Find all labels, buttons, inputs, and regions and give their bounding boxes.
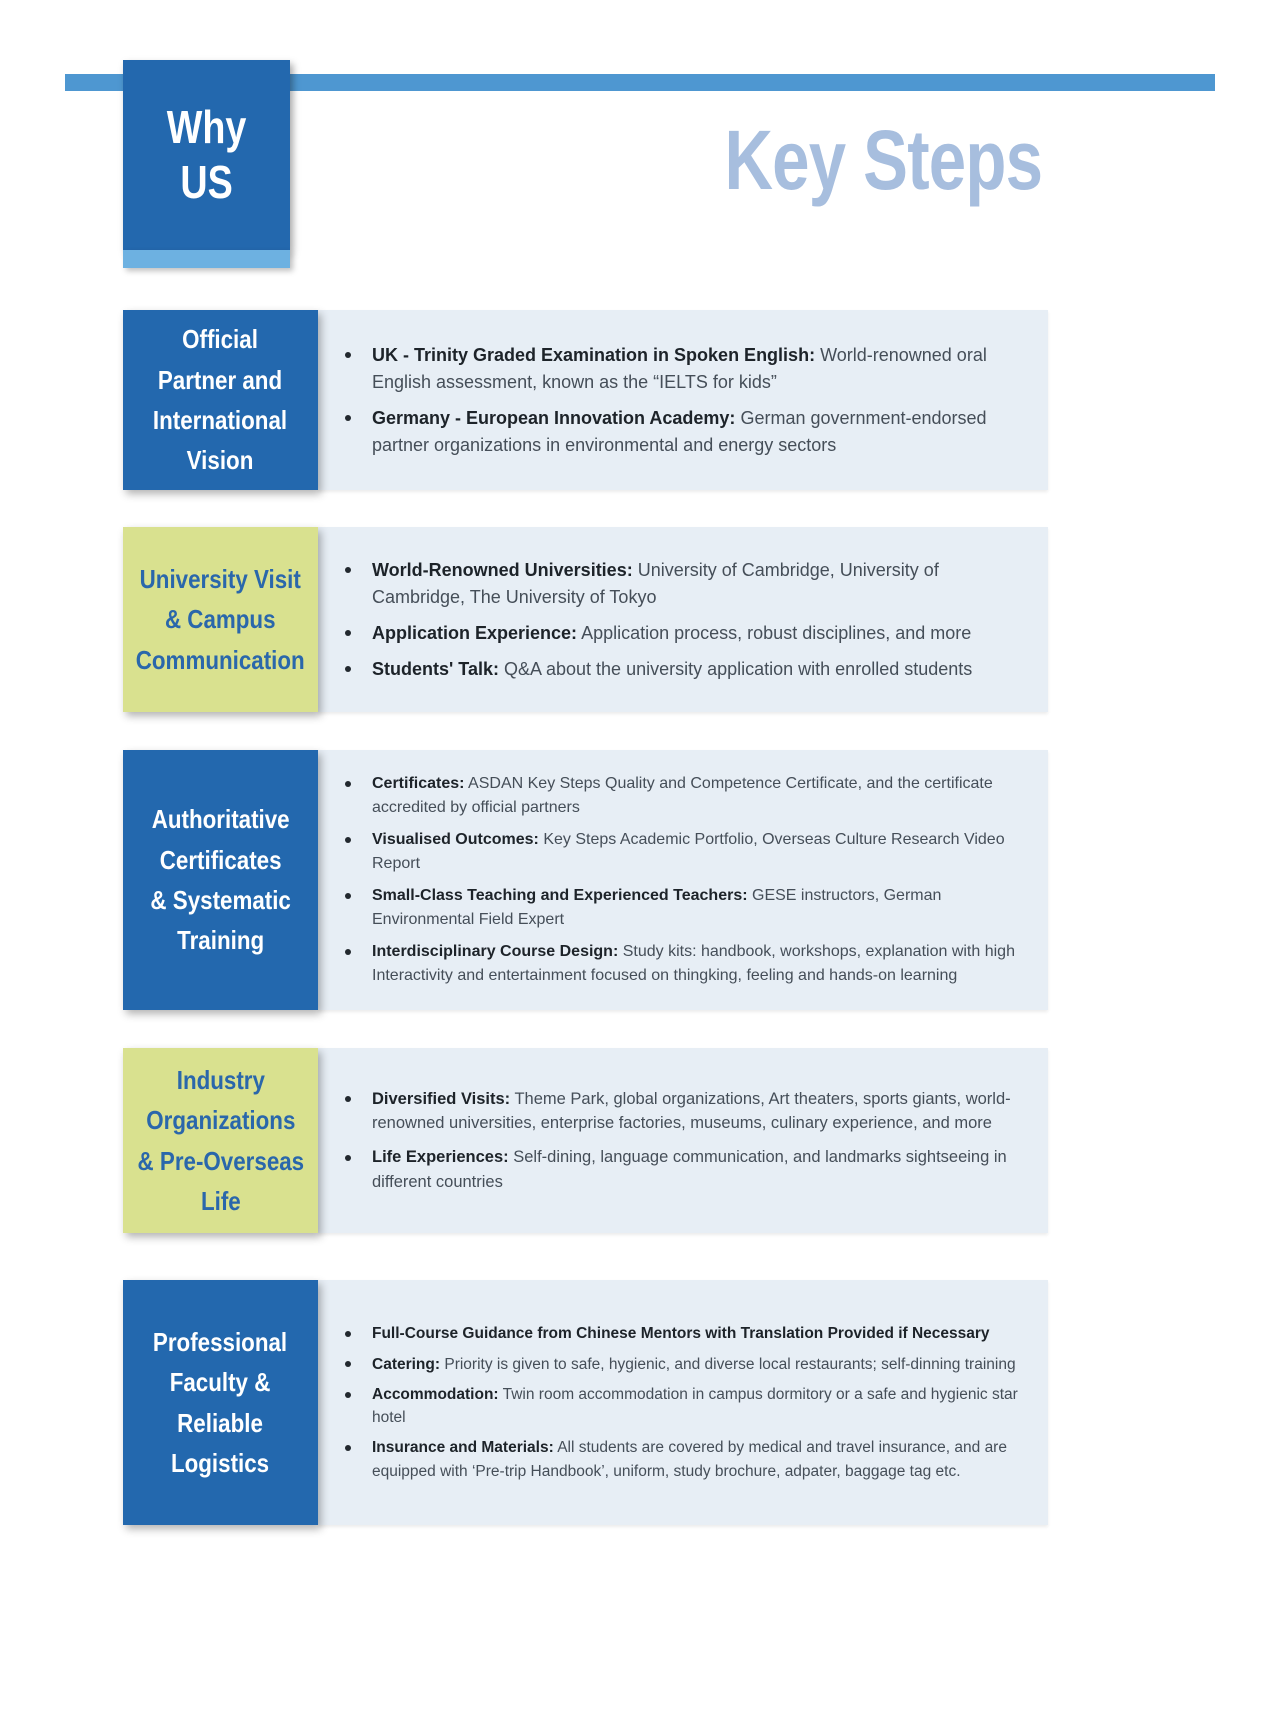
label-line: & Pre-Overseas xyxy=(137,1145,304,1176)
page-title: Key Steps xyxy=(724,113,1042,207)
bullet-desc: Priority is given to safe, hygienic, and diverse local restaurants; self-dinning training xyxy=(444,1355,1016,1373)
why-us-line-1: Why xyxy=(166,100,247,153)
label-line: International xyxy=(153,405,288,435)
section-label-official-partner xyxy=(123,310,318,490)
bullet-desc: Self-dining, language communication, and landmarks sightseeing in different countries xyxy=(372,1148,1007,1191)
label-line: Faculty & xyxy=(170,1367,271,1398)
bullet-lead: Insurance and Materials: xyxy=(372,1439,554,1457)
label-line: University Visit xyxy=(139,564,302,595)
bullet-lead: Students' Talk: xyxy=(372,658,499,679)
label-line: Partner and xyxy=(158,364,283,395)
label-line: Authoritative xyxy=(151,804,290,835)
bullet-desc: German government-endorsed partner organizations in environmental and energy sectors xyxy=(372,407,987,455)
bullet-item xyxy=(318,405,1026,459)
section-panel-industry-organizations xyxy=(318,1048,1048,1233)
bullet-lead: World-Renowned Universities: xyxy=(372,559,633,580)
bullet-lead: UK - Trinity Graded Examination in Spoken English: xyxy=(372,344,816,365)
bullet-list xyxy=(318,548,1026,692)
bullet-item xyxy=(318,1145,1026,1195)
section-authoritative-certificates xyxy=(123,750,1048,1010)
section-panel-university-visit xyxy=(318,527,1048,712)
label-line: Reliable xyxy=(177,1407,264,1438)
bullet-item xyxy=(318,828,1026,876)
bullet-item xyxy=(318,557,1026,611)
bullet-lead: Application Experience: xyxy=(372,622,578,643)
bullet-desc: University of Cambridge, University of Cambridge, The University of Tokyo xyxy=(372,559,939,607)
sections-container xyxy=(123,310,1048,1525)
section-panel-authoritative-certificates xyxy=(318,750,1048,1010)
bullet-list xyxy=(318,764,1026,996)
label-line: Communication xyxy=(136,644,305,675)
bullet-item xyxy=(318,342,1026,396)
bullet-desc: Key Steps Academic Portfolio, Overseas Culture Research Video Report xyxy=(372,831,1005,872)
section-label-professional-faculty xyxy=(123,1280,318,1525)
bullet-desc: Theme Park, global organizations, Art theaters, sports giants, world-renowned universities, enterprise factories, museums, culinary experience, and more xyxy=(372,1089,1011,1133)
bullet-item xyxy=(318,940,1026,988)
section-panel-professional-faculty xyxy=(318,1280,1048,1525)
bullet-lead: Interdisciplinary Course Design: xyxy=(372,943,619,960)
bullet-desc: Q&A about the university application with enrolled students xyxy=(503,658,973,679)
bullet-lead: Accommodation: xyxy=(372,1385,499,1403)
section-university-visit xyxy=(123,527,1048,712)
bullet-item xyxy=(318,884,1026,932)
section-label-university-visit xyxy=(123,527,318,712)
bullet-item xyxy=(318,772,1026,820)
label-line: & Systematic xyxy=(150,885,291,915)
label-line: & Campus xyxy=(165,604,276,635)
section-panel-official-partner xyxy=(318,310,1048,490)
bullet-item xyxy=(318,1436,1026,1483)
section-label-text xyxy=(153,319,287,480)
bullet-lead: Life Experiences: xyxy=(372,1148,509,1166)
bullet-desc: Twin room accommodation in campus dormitory or a safe and hygienic star hotel xyxy=(372,1385,1018,1426)
section-professional-faculty xyxy=(123,1280,1048,1525)
bullet-item xyxy=(318,656,1026,683)
why-us-ribbon xyxy=(123,60,290,250)
section-industry-organizations xyxy=(123,1048,1048,1233)
section-label-text xyxy=(150,799,290,960)
bullet-list xyxy=(318,333,1026,468)
bullet-item xyxy=(318,1353,1026,1376)
bullet-item xyxy=(318,620,1026,647)
bullet-item xyxy=(318,1322,1026,1345)
bullet-lead: Small-Class Teaching and Experienced Teachers: xyxy=(372,887,748,904)
bullet-desc: Study kits: handbook, workshops, explanation with high Interactivity and entertainment focused on thingking, feeling and hands-on learning xyxy=(372,943,1015,984)
label-line: Official xyxy=(182,324,259,355)
ribbon-accent-strip xyxy=(123,250,290,268)
bullet-lead: Germany - European Innovation Academy: xyxy=(372,407,736,428)
why-us-title xyxy=(167,100,247,210)
label-line: Industry xyxy=(176,1064,265,1095)
bullet-lead: Diversified Visits: xyxy=(372,1089,511,1108)
bullet-item xyxy=(318,1383,1026,1430)
section-label-text xyxy=(153,1322,287,1483)
bullet-desc: Application process, robust disciplines, and more xyxy=(581,622,972,643)
bullet-lead: Full-Course Guidance from Chinese Mentors with Translation Provided if Necessary xyxy=(372,1325,990,1343)
bullet-lead: Catering: xyxy=(372,1355,441,1373)
bullet-list xyxy=(318,1315,1026,1490)
label-line: Training xyxy=(177,925,264,956)
bullet-desc: GESE instructors, German Environmental Field Expert xyxy=(372,887,942,928)
section-label-industry-organizations xyxy=(123,1048,318,1233)
bullet-item xyxy=(318,1087,1026,1137)
section-label-authoritative-certificates xyxy=(123,750,318,1010)
label-line: Logistics xyxy=(171,1447,270,1478)
why-us-line-2: US xyxy=(180,156,233,208)
section-label-text xyxy=(137,1060,304,1221)
bullet-list xyxy=(318,1078,1026,1204)
bullet-desc: ASDAN Key Steps Quality and Competence Certificate, and the certificate accredited by official partners xyxy=(372,775,993,816)
section-label-text xyxy=(136,559,305,680)
bullet-desc: All students are covered by medical and travel insurance, and are equipped with ‘Pre-trip Handbook’, uniform, study brochure, adpater, baggage tag etc. xyxy=(372,1439,1007,1480)
bullet-lead: Visualised Outcomes: xyxy=(372,831,539,848)
label-line: Certificates xyxy=(159,844,282,875)
label-line: Organizations xyxy=(145,1105,296,1136)
label-line: Life xyxy=(200,1185,241,1216)
label-line: Professional xyxy=(153,1326,288,1357)
bullet-desc: World-renowned oral English assessment, known as the “IELTS for kids” xyxy=(372,344,987,392)
section-official-partner xyxy=(123,310,1048,490)
bullet-lead: Certificates: xyxy=(372,775,465,792)
label-line: Vision xyxy=(187,445,254,476)
